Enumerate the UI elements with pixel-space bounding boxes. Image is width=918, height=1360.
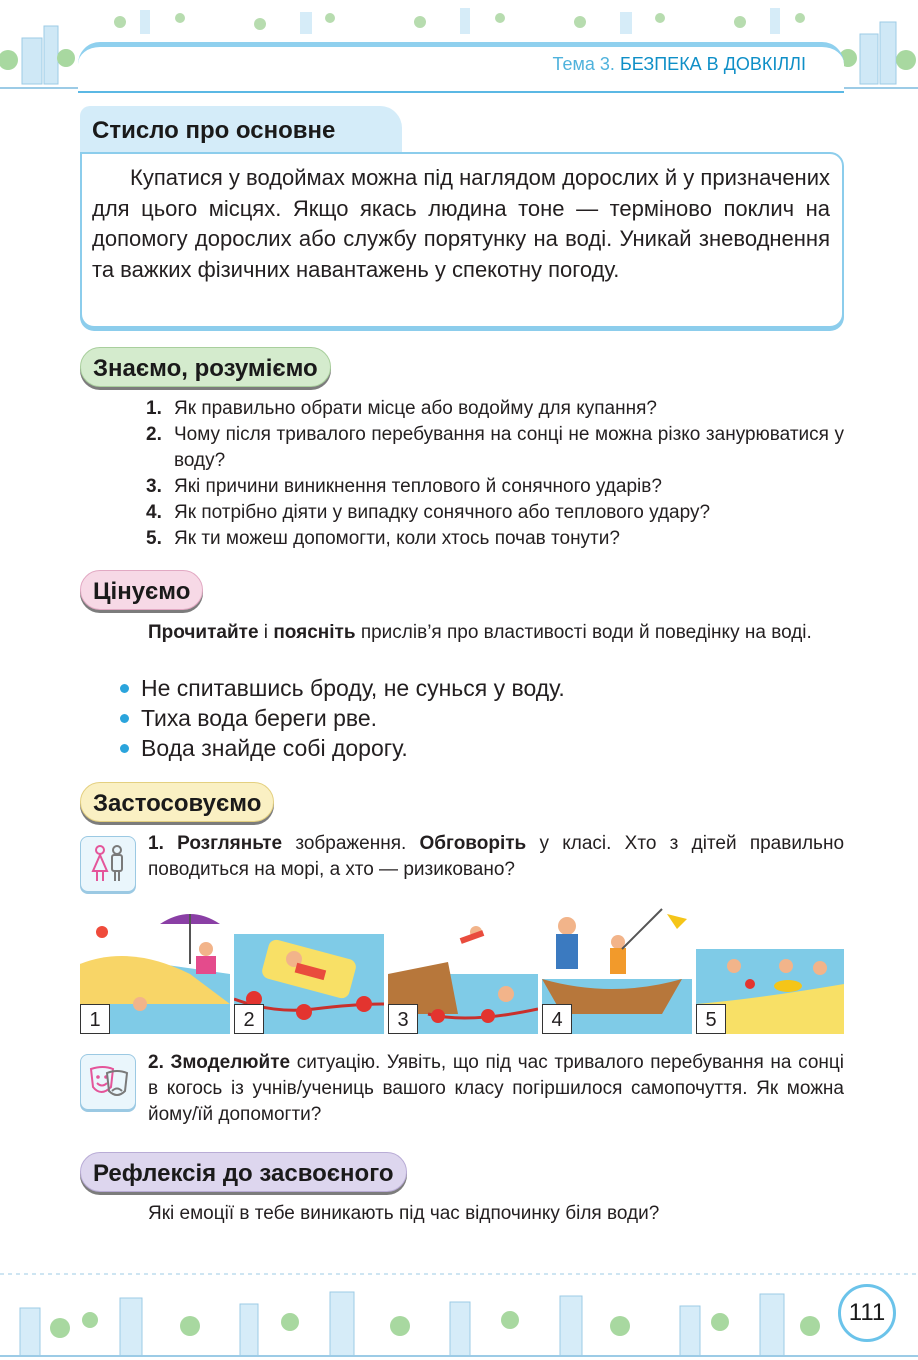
question-item — [146, 474, 844, 500]
footer-city-decoration — [0, 1268, 918, 1360]
summary-heading: Стисло про основне — [92, 117, 336, 144]
bullet-icon — [120, 744, 129, 753]
reflection-heading: Рефлексія до засвоєного — [93, 1160, 394, 1187]
task-number: 2. — [148, 1052, 164, 1073]
apply-heading: Застосовуємо — [93, 790, 262, 817]
topic-name: БЕЗПЕКА В ДОВКІЛЛІ — [619, 54, 806, 74]
section-heading-value — [80, 570, 203, 610]
question-text: Як правильно обрати місце або водойму для купання? — [174, 398, 657, 419]
theatre-masks-icon — [80, 1054, 136, 1110]
topic-prefix: Тема 3. — [552, 54, 615, 74]
picture-number: 3 — [388, 1004, 418, 1034]
question-number: 1. — [146, 398, 162, 419]
picture-number: 4 — [542, 1004, 572, 1034]
question-item — [146, 422, 844, 474]
question-text: Як ти можеш допомогти, коли хтось почав тонути? — [174, 528, 620, 549]
proverb-text: Не спитавшись броду, не сунься у воду. — [141, 675, 565, 701]
bullet-icon — [120, 714, 129, 723]
task-1 — [148, 831, 844, 883]
question-text: Чому після тривалого перебування на сонці не можна різко занурюватися у воду? — [174, 424, 844, 471]
pair-work-icon — [80, 836, 136, 892]
question-number: 5. — [146, 528, 162, 549]
know-heading: Знаємо, розуміємо — [93, 355, 318, 382]
page-number: 111 — [838, 1284, 896, 1342]
proverb-item — [120, 673, 565, 703]
question-number: 3. — [146, 476, 162, 497]
picture-number: 5 — [696, 1004, 726, 1034]
task-text: у класі. Хто з дітей правильно поводиться на морі, а хто — ризиковано? — [148, 833, 845, 880]
instruction-rest: прислів’я про властивості води й поведінку на воді. — [355, 622, 812, 643]
proverb-item — [120, 733, 408, 763]
task-verb-look: Розгляньте — [177, 833, 283, 854]
proverb-text: Вода знайде собі дорогу. — [141, 735, 408, 761]
topic-title — [553, 54, 806, 75]
question-number: 4. — [146, 502, 162, 523]
question-item — [146, 500, 844, 526]
task-number: 1. — [148, 833, 164, 854]
question-text: Як потрібно діяти у випадку сонячного або теплового удару? — [174, 502, 711, 523]
summary-heading-tab — [80, 106, 402, 152]
instruction-and: і — [258, 622, 274, 643]
task-text: зображення. — [282, 833, 420, 854]
question-item — [146, 526, 844, 552]
task-text: ситуацію. Уявіть, що під час тривалого перебування на сонці в когось із учнів/учениць вашого класу погіршилося самопочуття. Як можна йому/їй допомогти? — [148, 1052, 845, 1125]
task-verb-model: Змоделюйте — [170, 1052, 291, 1073]
instruction-verb-read: Прочитайте — [148, 622, 259, 643]
section-heading-reflection — [80, 1152, 407, 1192]
question-number: 2. — [146, 424, 162, 445]
task-2 — [148, 1050, 844, 1128]
instruction-verb-explain: поясніть — [273, 622, 356, 643]
value-heading: Цінуємо — [93, 578, 191, 605]
section-heading-know — [80, 347, 331, 387]
reflection-question: Які емоції в тебе виникають під час відпочинку біля води? — [148, 1203, 660, 1224]
section-heading-apply — [80, 782, 274, 822]
picture-number: 1 — [80, 1004, 110, 1034]
question-text: Які причини виникнення теплового й сонячного ударів? — [174, 476, 662, 497]
picture-number: 2 — [234, 1004, 264, 1034]
task-verb-discuss: Обговоріть — [419, 833, 527, 854]
question-list — [146, 396, 844, 552]
proverb-text: Тиха вода береги рве. — [141, 705, 378, 731]
bullet-icon — [120, 684, 129, 693]
proverb-item — [120, 703, 377, 733]
summary-text: Купатися у водоймах можна під наглядом дорослих й у призначених для цього місцях. Якщо якась людина тоне — терміново поклич на допомогу дорослих або службу порятунку на воді. Уникай зневоднення та важких фізичних навантажень у спекотну погоду. — [92, 165, 830, 282]
value-instruction — [148, 620, 844, 646]
question-item — [146, 396, 844, 422]
